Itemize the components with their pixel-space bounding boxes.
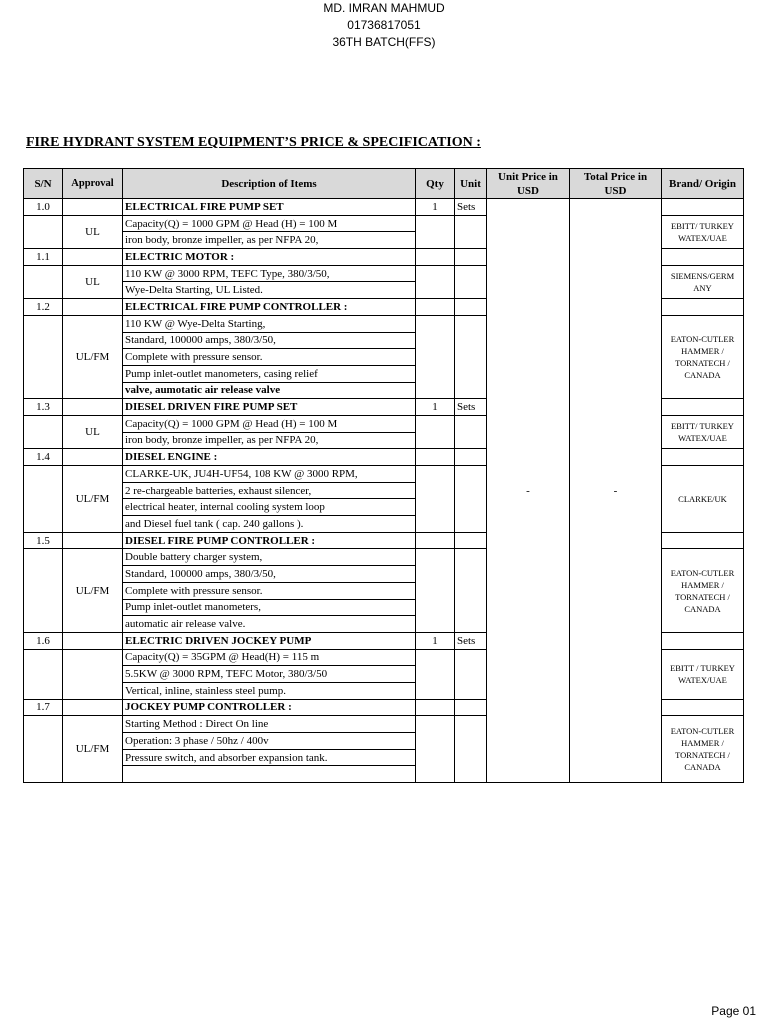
item-spec-line: electrical heater, internal cooling system loop bbox=[123, 499, 416, 516]
item-qty-empty bbox=[416, 415, 455, 448]
item-brand-empty bbox=[662, 449, 744, 466]
item-spec-line: Pressure switch, and absorber expansion tank. bbox=[123, 749, 416, 766]
item-spec-line: 5.5KW @ 3000 RPM, TEFC Motor, 380/3/50 bbox=[123, 666, 416, 683]
author-phone: 01736817051 bbox=[347, 18, 421, 32]
item-unit: Sets bbox=[455, 199, 487, 216]
item-title: ELECTRICAL FIRE PUMP CONTROLLER : bbox=[123, 299, 416, 316]
item-qty: 1 bbox=[416, 632, 455, 649]
item-unit: Sets bbox=[455, 632, 487, 649]
item-sn: 1.1 bbox=[24, 249, 63, 266]
item-spec-line: 2 re-chargeable batteries, exhaust silencer, bbox=[123, 482, 416, 499]
item-spec-line: automatic air release valve. bbox=[123, 616, 416, 633]
item-approval bbox=[63, 649, 123, 699]
item-approval: UL bbox=[63, 415, 123, 448]
item-unit-empty bbox=[455, 716, 487, 783]
item-unit-empty bbox=[455, 649, 487, 699]
item-qty: 1 bbox=[416, 399, 455, 416]
item-approval: UL/FM bbox=[63, 716, 123, 783]
item-spec-line: Operation: 3 phase / 50hz / 400v bbox=[123, 733, 416, 750]
item-brand: EBITT/ TURKEY WATEX/UAE bbox=[662, 215, 744, 248]
item-title: DIESEL DRIVEN FIRE PUMP SET bbox=[123, 399, 416, 416]
item-qty-empty bbox=[416, 716, 455, 783]
item-unit bbox=[455, 249, 487, 266]
item-approval: UL/FM bbox=[63, 466, 123, 533]
item-approval: UL/FM bbox=[63, 315, 123, 398]
item-sn-empty bbox=[24, 716, 63, 783]
item-spec-line: Double battery charger system, bbox=[123, 549, 416, 566]
author-name: MD. IMRAN MAHMUD bbox=[323, 1, 445, 15]
item-brand: EATON-CUTLER HAMMER / TORNATECH / CANADA bbox=[662, 716, 744, 783]
item-unit: Sets bbox=[455, 399, 487, 416]
item-approval: UL bbox=[63, 265, 123, 298]
item-approval-empty bbox=[63, 299, 123, 316]
table-header-row bbox=[24, 169, 744, 199]
col-header-unit: Unit bbox=[455, 169, 487, 199]
item-approval-empty bbox=[63, 449, 123, 466]
item-brand: EATON-CUTLER HAMMER / TORNATECH / CANADA bbox=[662, 549, 744, 632]
item-title: ELECTRIC MOTOR : bbox=[123, 249, 416, 266]
item-brand: CLARKE/UK bbox=[662, 466, 744, 533]
item-spec-line: Standard, 100000 amps, 380/3/50, bbox=[123, 332, 416, 349]
col-header-unit-price: Unit Price in USD bbox=[487, 169, 570, 199]
item-unit bbox=[455, 299, 487, 316]
item-sn: 1.5 bbox=[24, 532, 63, 549]
item-spec-line: and Diesel fuel tank ( cap. 240 gallons ). bbox=[123, 516, 416, 533]
item-spec-line: Starting Method : Direct On line bbox=[123, 716, 416, 733]
item-unit bbox=[455, 699, 487, 716]
item-title: ELECTRICAL FIRE PUMP SET bbox=[123, 199, 416, 216]
item-spec-line: Wye-Delta Starting, UL Listed. bbox=[123, 282, 416, 299]
col-header-sn: S/N bbox=[24, 169, 63, 199]
item-unit-empty bbox=[455, 415, 487, 448]
page-number: Page 01 bbox=[711, 1004, 756, 1018]
item-sn: 1.7 bbox=[24, 699, 63, 716]
item-unit-empty bbox=[455, 466, 487, 533]
item-spec-line: Complete with pressure sensor. bbox=[123, 582, 416, 599]
item-brand-empty bbox=[662, 399, 744, 416]
unit-price-cell: - bbox=[487, 199, 570, 783]
item-qty-empty bbox=[416, 466, 455, 533]
item-title: JOCKEY PUMP CONTROLLER : bbox=[123, 699, 416, 716]
item-approval: UL bbox=[63, 215, 123, 248]
item-brand-empty bbox=[662, 299, 744, 316]
item-spec-line: Pump inlet-outlet manometers, bbox=[123, 599, 416, 616]
item-spec-line: Vertical, inline, stainless steel pump. bbox=[123, 682, 416, 699]
item-qty-empty bbox=[416, 265, 455, 298]
col-header-qty: Qty bbox=[416, 169, 455, 199]
item-spec-line: CLARKE-UK, JU4H-UF54, 108 KW @ 3000 RPM, bbox=[123, 466, 416, 483]
item-approval-empty bbox=[63, 399, 123, 416]
item-qty-empty bbox=[416, 215, 455, 248]
item-approval-empty bbox=[63, 632, 123, 649]
item-brand: EBITT / TURKEY WATEX/UAE bbox=[662, 649, 744, 699]
item-sn-empty bbox=[24, 415, 63, 448]
item-sn-empty bbox=[24, 549, 63, 632]
table-body bbox=[24, 199, 744, 783]
equipment-table bbox=[23, 168, 744, 783]
item-title: DIESEL ENGINE : bbox=[123, 449, 416, 466]
item-brand-empty bbox=[662, 699, 744, 716]
item-sn: 1.2 bbox=[24, 299, 63, 316]
author-batch: 36TH BATCH(FFS) bbox=[332, 35, 436, 49]
item-approval-empty bbox=[63, 199, 123, 216]
item-brand-empty bbox=[662, 632, 744, 649]
item-approval: UL/FM bbox=[63, 549, 123, 632]
item-spec-line: 110 KW @ Wye-Delta Starting, bbox=[123, 315, 416, 332]
item-sn-empty bbox=[24, 315, 63, 398]
item-sn: 1.3 bbox=[24, 399, 63, 416]
col-header-total-price: Total Price in USD bbox=[570, 169, 662, 199]
item-spec-line: valve, aumotatic air release valve bbox=[123, 382, 416, 399]
item-qty bbox=[416, 249, 455, 266]
item-sn: 1.6 bbox=[24, 632, 63, 649]
item-qty: 1 bbox=[416, 199, 455, 216]
item-unit-empty bbox=[455, 265, 487, 298]
item-qty-empty bbox=[416, 649, 455, 699]
item-approval-empty bbox=[63, 532, 123, 549]
item-brand-empty bbox=[662, 249, 744, 266]
item-qty bbox=[416, 699, 455, 716]
item-unit-empty bbox=[455, 549, 487, 632]
item-qty-empty bbox=[416, 315, 455, 398]
item-spec-line: iron body, bronze impeller, as per NFPA 20, bbox=[123, 432, 416, 449]
item-spec-line: Standard, 100000 amps, 380/3/50, bbox=[123, 566, 416, 583]
item-unit bbox=[455, 449, 487, 466]
item-title: DIESEL FIRE PUMP CONTROLLER : bbox=[123, 532, 416, 549]
col-header-brand: Brand/ Origin bbox=[662, 169, 744, 199]
item-sn-empty bbox=[24, 466, 63, 533]
item-spec-line: Capacity(Q) = 35GPM @ Head(H) = 115 m bbox=[123, 649, 416, 666]
item-qty bbox=[416, 299, 455, 316]
item-approval-empty bbox=[63, 699, 123, 716]
item-qty-empty bbox=[416, 549, 455, 632]
item-brand-empty bbox=[662, 532, 744, 549]
item-spec-line: iron body, bronze impeller, as per NFPA 20, bbox=[123, 232, 416, 249]
item-unit-empty bbox=[455, 315, 487, 398]
item-spec-line: Capacity(Q) = 1000 GPM @ Head (H) = 100 M bbox=[123, 415, 416, 432]
item-unit-empty bbox=[455, 215, 487, 248]
item-qty bbox=[416, 532, 455, 549]
total-price-cell: - bbox=[570, 199, 662, 783]
table-row bbox=[24, 199, 744, 216]
col-header-approval: Approval bbox=[63, 169, 123, 199]
item-brand: EBITT/ TURKEY WATEX/UAE bbox=[662, 415, 744, 448]
document-title: FIRE HYDRANT SYSTEM EQUIPMENT’S PRICE & SPECIFICATION : bbox=[26, 135, 481, 150]
item-spec-line bbox=[123, 766, 416, 783]
item-sn: 1.0 bbox=[24, 199, 63, 216]
item-approval-empty bbox=[63, 249, 123, 266]
item-spec-line: 110 KW @ 3000 RPM, TEFC Type, 380/3/50, bbox=[123, 265, 416, 282]
item-brand: SIEMENS/GERM ANY bbox=[662, 265, 744, 298]
item-spec-line: Capacity(Q) = 1000 GPM @ Head (H) = 100 M bbox=[123, 215, 416, 232]
item-spec-line: Complete with pressure sensor. bbox=[123, 349, 416, 366]
item-spec-line: Pump inlet-outlet manometers, casing relief bbox=[123, 365, 416, 382]
item-sn-empty bbox=[24, 215, 63, 248]
item-qty bbox=[416, 449, 455, 466]
item-unit bbox=[455, 532, 487, 549]
col-header-description: Description of Items bbox=[123, 169, 416, 199]
item-title: ELECTRIC DRIVEN JOCKEY PUMP bbox=[123, 632, 416, 649]
item-sn-empty bbox=[24, 649, 63, 699]
item-brand: EATON-CUTLER HAMMER / TORNATECH / CANADA bbox=[662, 315, 744, 398]
item-brand-empty bbox=[662, 199, 744, 216]
item-sn-empty bbox=[24, 265, 63, 298]
item-sn: 1.4 bbox=[24, 449, 63, 466]
